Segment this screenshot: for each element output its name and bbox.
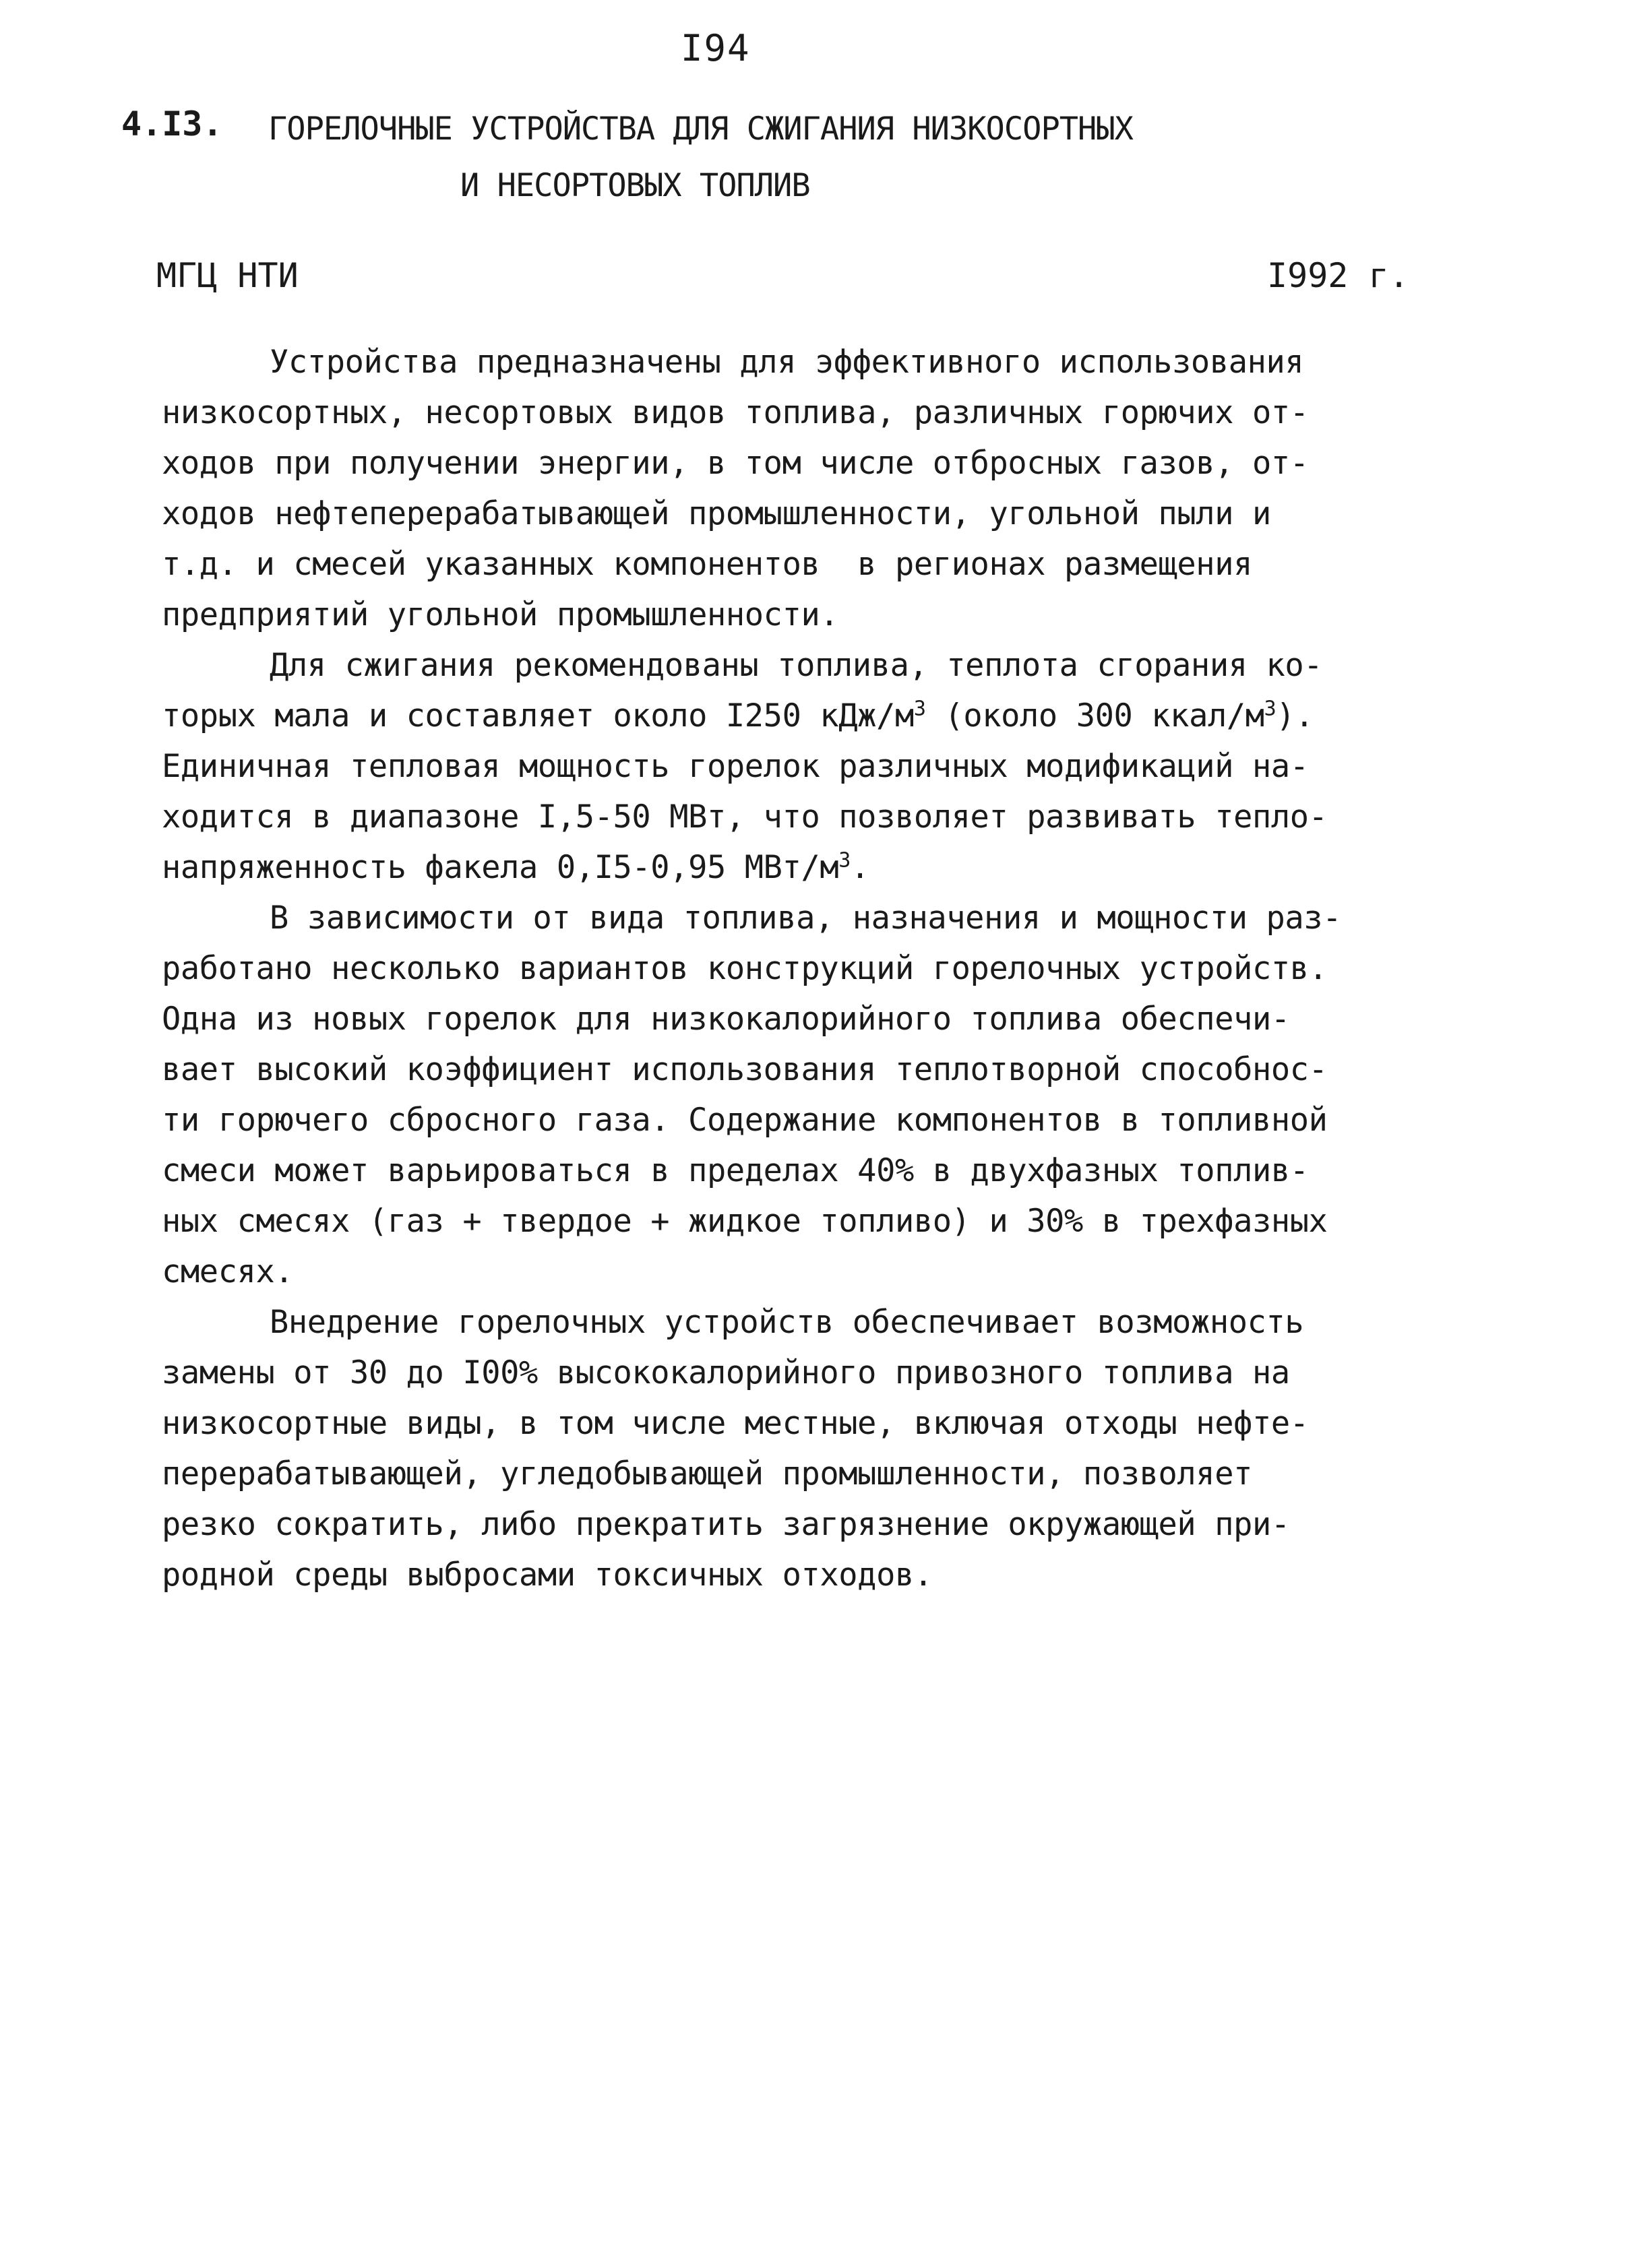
section-number: 4.I3. bbox=[121, 104, 223, 144]
text-line: В зависимости от вида топлива, назначения и мощности раз- bbox=[270, 900, 1342, 937]
text-line bbox=[162, 842, 1511, 893]
text-segment: напряженность факела 0,I5-0,95 МВт/м bbox=[162, 849, 839, 886]
text-line: ных смесях (газ + твердое + жидкое топливо) и 30% в трехфазных bbox=[162, 1203, 1328, 1240]
section-title bbox=[268, 101, 1347, 214]
body-text bbox=[162, 337, 1511, 1600]
text-line: Устройства предназначены для эффективного использования bbox=[270, 344, 1304, 381]
text-segment: ). bbox=[1276, 697, 1314, 734]
text-line: родной среды выбросами токсичных отходов. bbox=[162, 1556, 933, 1594]
text-segment: торых мала и составляет около I250 кДж/м bbox=[162, 697, 914, 734]
publication-year: I992 г. bbox=[1267, 256, 1409, 295]
page-number: I94 bbox=[681, 27, 751, 69]
paragraph-3 bbox=[162, 893, 1511, 1297]
text-line: резко сократить, либо прекратить загрязнение окружающей при- bbox=[162, 1506, 1290, 1543]
text-line: Единичная тепловая мощность горелок различных модификаций на- bbox=[162, 748, 1309, 785]
text-line: перерабатывающей, угледобывающей промышленности, позволяет bbox=[162, 1455, 1252, 1492]
text-line: работано несколько вариантов конструкций горелочных устройств. bbox=[162, 950, 1328, 987]
paragraph-4 bbox=[162, 1297, 1511, 1600]
text-line: ти горючего сбросного газа. Содержание компонентов в топливной bbox=[162, 1102, 1328, 1139]
text-line: замены от 30 до I00% высококалорийного привозного топлива на bbox=[162, 1354, 1290, 1391]
paragraph-2 bbox=[162, 640, 1511, 893]
text-segment: . bbox=[850, 849, 869, 886]
organization: МГЦ НТИ bbox=[156, 256, 299, 295]
text-line: Внедрение горелочных устройств обеспечивает возможность bbox=[270, 1304, 1304, 1341]
text-line: ходится в диапазоне I,5-50 МВт, что позволяет развивать тепло- bbox=[162, 798, 1328, 836]
text-line: низкосортных, несортовых видов топлива, различных горючих от- bbox=[162, 394, 1309, 431]
text-line: вает высокий коэффициент использования теплотворной способнос- bbox=[162, 1051, 1328, 1088]
text-line: низкосортные виды, в том числе местные, включая отходы нефте- bbox=[162, 1405, 1309, 1442]
title-line-1: ГОРЕЛОЧНЫЕ УСТРОЙСТВА ДЛЯ СЖИГАНИЯ НИЗКОСОРТНЫХ bbox=[268, 111, 1133, 148]
title-line-2: И НЕСОРТОВЫХ ТОПЛИВ bbox=[460, 167, 810, 204]
text-line: смесях. bbox=[162, 1253, 294, 1290]
superscript: 3 bbox=[1264, 697, 1276, 721]
text-line: ходов нефтеперерабатывающей промышленности, угольной пыли и bbox=[162, 495, 1271, 532]
text-line: смеси может варьироваться в пределах 40% в двухфазных топлив- bbox=[162, 1152, 1309, 1189]
paragraph-1 bbox=[162, 337, 1511, 640]
superscript: 3 bbox=[838, 848, 851, 873]
text-segment: (около 300 ккал/м bbox=[925, 697, 1264, 734]
text-line: Одна из новых горелок для низкокалорийного топлива обеспечи- bbox=[162, 1001, 1290, 1038]
text-line bbox=[162, 691, 1511, 741]
text-line: ходов при получении энергии, в том числе отбросных газов, от- bbox=[162, 445, 1309, 482]
superscript: 3 bbox=[913, 697, 926, 721]
text-line: Для сжигания рекомендованы топлива, теплота сгорания ко- bbox=[270, 647, 1323, 684]
text-line: т.д. и смесей указанных компонентов в регионах размещения bbox=[162, 546, 1252, 583]
text-line: предприятий угольной промышленности. bbox=[162, 596, 839, 633]
